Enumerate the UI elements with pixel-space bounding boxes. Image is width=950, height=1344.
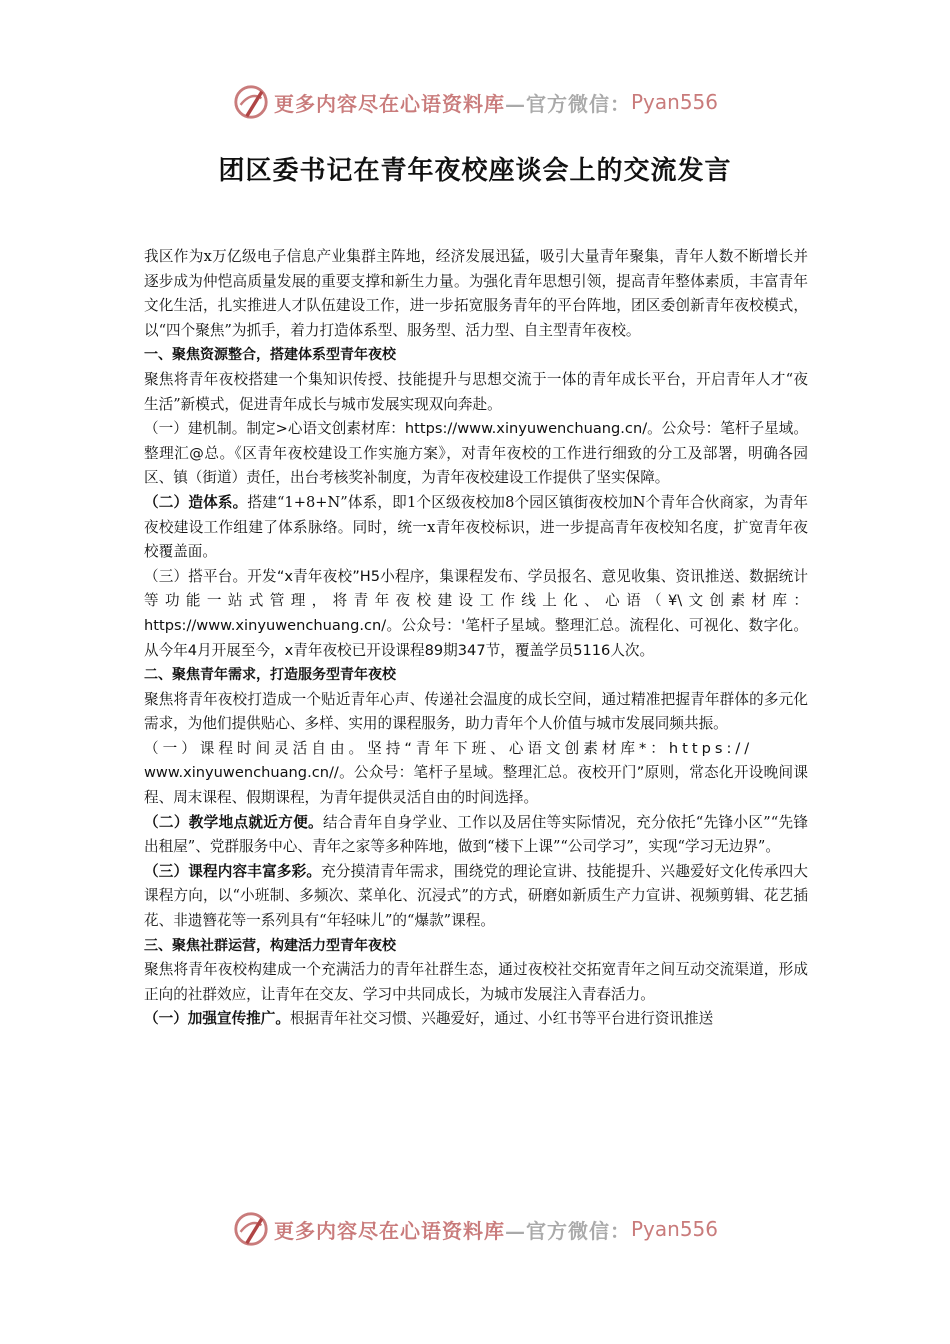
point-label: （二）造体系。 — [144, 493, 248, 511]
section-2-text: 聚焦将青年夜校打造成一个贴近青年心声、传递社会温度的成长空间，通过精准把握青年群体的多元化需求，为他们提供贴心、多样、实用的课程服务，助力青年个人价值与城市发展同频共振。 — [144, 690, 808, 733]
page-title: 团区委书记在青年夜校座谈会上的交流发言 — [218, 156, 732, 186]
point-text: 根据青年社交习惯、兴趣爱好，通过、小红书等平台进行资讯推送 — [289, 1010, 714, 1028]
banner-text-official: —官方微信： — [504, 91, 631, 116]
document-body — [144, 245, 808, 1032]
section-2-point-3 — [144, 860, 808, 934]
section-1-point-1: （一）建机制。制定>心语文创素材库：https://www.xinyuwenchuang.cn/。公众号：笔杆子星域。整理汇@总。《区青年夜校建设工作实施方案》，对青年夜校的工作进行细致的分工及部署，明确各园区、镇（街道）责任，出台考核奖补制度，为青年夜校建设工作提供了坚实保障。 — [144, 420, 808, 487]
section-2-heading: 二、聚焦青年需求，打造服务型青年夜校 — [144, 667, 396, 684]
footer-banner — [0, 1209, 950, 1249]
section-3-heading: 三、聚焦社群运营，构建活力型青年夜校 — [144, 937, 396, 954]
banner-text-official: —官方微信： — [504, 1218, 631, 1243]
header-banner — [0, 82, 950, 122]
pen-logo-icon — [232, 1210, 270, 1248]
point-text: 结合青年自身学业、工作以及居住等实际情况，充分依托“先锋小区”“先锋出租屋”、党群服务中心、青年之家等多种阵地，做到“楼下上课”“公司学习”，实现“学习无边界”。 — [144, 813, 808, 856]
point-label: （一）加强宣传推广。 — [144, 1010, 290, 1028]
point-text: 充分摸清青年需求，围绕党的理论宣讲、技能提升、兴趣爱好文化传承四大课程方向，以“小班制、多频次、菜单化、沉浸式”的方式，研磨如新质生产力宣讲、视频剪辑、花艺插花、非遗簪花等一系列具有“年轻味儿”的“爆款”课程。 — [144, 862, 808, 930]
section-1-point-3: （三）搭平台。开发“x青年夜校”H5小程序，集课程发布、学员报名、意见收集、资讯推送、数据统计等功能一站式管理，将青年夜校建设工作线上化、心语（¥\文创素材库：https://www.xinyuwenchuang.cn/。公众号：'笔杆子星域。整理汇总。流程化、可视化、数字化。从今年4月开展至今，x青年夜校已开设课程89期347节，覆盖学员5116人次。 — [144, 567, 808, 659]
section-3-point-1 — [144, 1007, 808, 1032]
banner-text-main: 更多内容尽在心语资料库 — [273, 1218, 505, 1243]
point-text: 搭建“1+8+N”体系，即1个区级夜校加8个园区镇街夜校加N个青年合伙商家，为青年夜校建设工作组建了体系脉络。同时，统一x青年夜校标识，进一步提高青年夜校知名度，扩宽青年夜校覆盖面。 — [144, 493, 808, 561]
section-2-point-2 — [144, 811, 808, 860]
pen-logo-icon — [232, 83, 270, 121]
section-3-text: 聚焦将青年夜校构建成一个充满活力的青年社群生态，通过夜校社交拓宽青年之间互动交流渠道，形成正向的社群效应，让青年在交友、学习中共同成长，为城市发展注入青春活力。 — [144, 961, 808, 1003]
section-1-point-2 — [144, 491, 808, 565]
banner-wechat-id: Pyan556 — [630, 1217, 718, 1241]
section-1-heading: 一、聚焦资源整合，搭建体系型青年夜校 — [144, 347, 396, 364]
point-label: （二）教学地点就近方便。 — [144, 813, 323, 831]
section-2-point-1-line-1: （一）课程时间灵活自由。坚持“青年下班、心语文创素材库*：https:// — [144, 739, 754, 757]
section-2-point-1-line-2: www.xinyuwenchuang.cn//。公众号：笔杆子星域。整理汇总。夜校开门”原则，常态化开设晚间课程、周末课程、假期课程，为青年提供灵活自由的时间选择。 — [144, 764, 808, 807]
point-label: （三）课程内容丰富多彩。 — [144, 862, 322, 880]
banner-wechat-id: Pyan556 — [630, 90, 718, 114]
section-1-text: 聚焦将青年夜校搭建一个集知识传授、技能提升与思想交流于一体的青年成长平台，开启青年人才“夜生活”新模式，促进青年成长与城市发展实现双向奔赴。 — [144, 370, 808, 413]
intro-paragraph: 我区作为x万亿级电子信息产业集群主阵地，经济发展迅猛，吸引大量青年聚集，青年人数不断增长并逐步成为仲恺高质量发展的重要支撑和新生力量。为强化青年思想引领，提高青年整体素质，丰富青年文化生活，扎实推进人才队伍建设工作，进一步拓宽服务青年的平台阵地，团区委创新青年夜校模式，以“四个聚焦”为抓手，着力打造体系型、服务型、活力型、自主型青年夜校。 — [144, 248, 808, 339]
banner-text-main: 更多内容尽在心语资料库 — [273, 91, 505, 116]
